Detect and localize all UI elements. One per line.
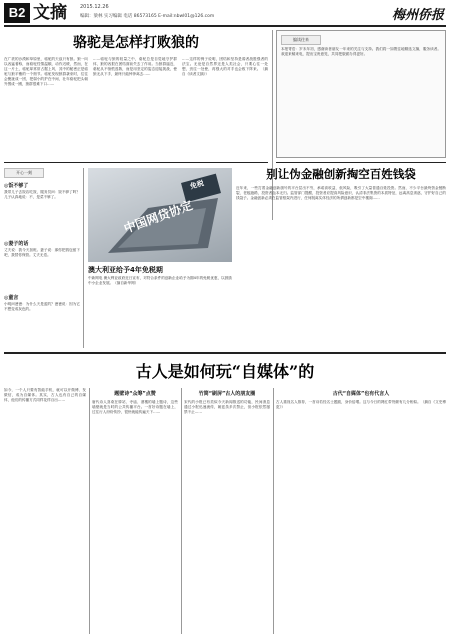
article1-col1: 在广袤的沙漠和草原里，骆驼的天敌只有狼。狼一向以凶猛著称，而骆驼性情温顺，动作迟缓，然而，在这一片土，骆驼却常常占据上风，其中的秘密正是骆驼与狼平衡的一个细节。骆驼发现狼群袭来时，往往会聚拢成一团，把弱小的护在中间，壮年骆驼把头朝外围成一圈，狼群很难下口…… <box>4 57 88 86</box>
masthead <box>0 0 450 26</box>
article3-sub2: 竹简“刷屏”古人的朋友圈 <box>198 391 256 397</box>
article3-intro: 如今，一个人只要有智能手机，就可以开微博、发微信，成为自媒体。其实，古人也有自己的自媒体，他们的传播方式同样花样百出…… <box>4 388 86 402</box>
left-column <box>4 168 84 348</box>
sidebar-tag: 编读往来 <box>281 35 321 45</box>
article3-text2: 宋代的小报已有类似今天新闻推送的功能，民间消息通过小报迅速流传，朝廷虽多次禁止，但小报依然屡禁不止…… <box>184 400 270 414</box>
left-item1-text: 我带儿子去饭店吃饭，服务员问：饭不够了吗？儿子认真地说：不，是菜不够了。 <box>4 190 80 199</box>
left-column-tag: 开心一刻 <box>4 168 44 178</box>
left-item3-text: 小明问爸爸：为什么天是蓝的？爸爸说：因为它不想变成灰色的。 <box>4 302 80 311</box>
photo-caption: 中新网电 澳大利亚政府近日宣布，对符合条件的创新企业给予为期4年的免税优惠，以鼓励中小企业发展。（摘自新华网） <box>88 276 232 285</box>
article3-title: 古人是如何玩“自媒体”的 <box>135 362 315 381</box>
article3-text3: 古人重视名人推荐，一首诗若经名士题跋，身价倍增。这与今日的网红带货颇有几分相似。（摘自《文史博览》） <box>276 400 446 409</box>
article3-sub3: 古代“自媒体”也有代言人 <box>332 391 390 397</box>
article3-sub1: 题壁诗“众筹”点赞 <box>114 391 156 397</box>
left-item1-title: ◎饭不够了 <box>4 183 29 189</box>
sidebar-text: 本报寄语：岁末年初，感谢读者朋友一年来的关注与支持。我们将一如既往地精选文摘，服务读者。欢迎来稿来电，提出宝贵意见，共同把版面办得更好。 <box>281 47 441 56</box>
page-number: B2 <box>4 3 30 23</box>
left-item2-title: ◎妻子的话 <box>4 241 29 247</box>
article1-title: 骆驼是怎样打败狼的 <box>73 35 199 51</box>
photo-headline: 澳大利亚给予4年免税期 <box>88 266 163 274</box>
article3-text1: 唐代诗人喜欢在驿站、寺庙、酒楼的墙上题诗，这些墙壁就是当时的公共传播平台。一首好诗题在墙上，过往行人纷纷传抄，很快就能传遍天下…… <box>92 400 178 414</box>
left-item3-title: ◎童言 <box>4 295 19 301</box>
article2-text: 近年来，一些打着金融创新旗号的平台层出不穷，承诺高收益、低风险，吸引了大量普通百姓投资。然而，不少平台最终资金链断裂、老板跑路，投资者血本无归。监管部门提醒，投资者应提高风险意识，认清非法集资的本质特征，远离高息诱惑，守护好自己的钱袋子。金融创新必须在监管框架内进行，任何脱离实体经济的所谓创新都是空中楼阁…… <box>236 186 446 200</box>
article1-col3: ……这样的例子说明，团结和坚持是弱者战胜强者的法宝。无论是自然界还是人类社会，只要心往一处想，劲往一处使，再强大的对手也会败下阵来。（摘自《读者文摘》） <box>182 57 268 76</box>
photo-big-caption: 中国网贷协定 <box>121 198 195 236</box>
article1-col2: ……骆驼与狼的较量之中，骆驼总是自觉地守护群体，狼的凶狠在团结面前失去了作用。当狼群逼近，骆驼从不惊慌逃散，而是用坚定的姿态迎接挑战，使狼无从下手，最终只能悻悻离去…… <box>93 57 177 76</box>
date-line: 2015.12.26 <box>80 4 109 10</box>
left-item2-text: 丈夫说：我今天加班。妻子说：那你把钱包留下吧，我替你保管。丈夫无语。 <box>4 248 80 257</box>
news-photo <box>88 168 232 262</box>
paper-logo: 梅州侨报 <box>391 8 444 23</box>
article2-title: 别让伪金融创新掏空百姓钱袋 <box>266 167 416 181</box>
editor-line: 编辑：梁林 实习编辑 电话 86573165 E-mail:nbwl01@126.com <box>80 14 215 19</box>
photo-sub-caption: 免税 <box>189 179 205 191</box>
section-title: 文摘 <box>33 3 67 23</box>
sidebar-box <box>276 30 446 158</box>
